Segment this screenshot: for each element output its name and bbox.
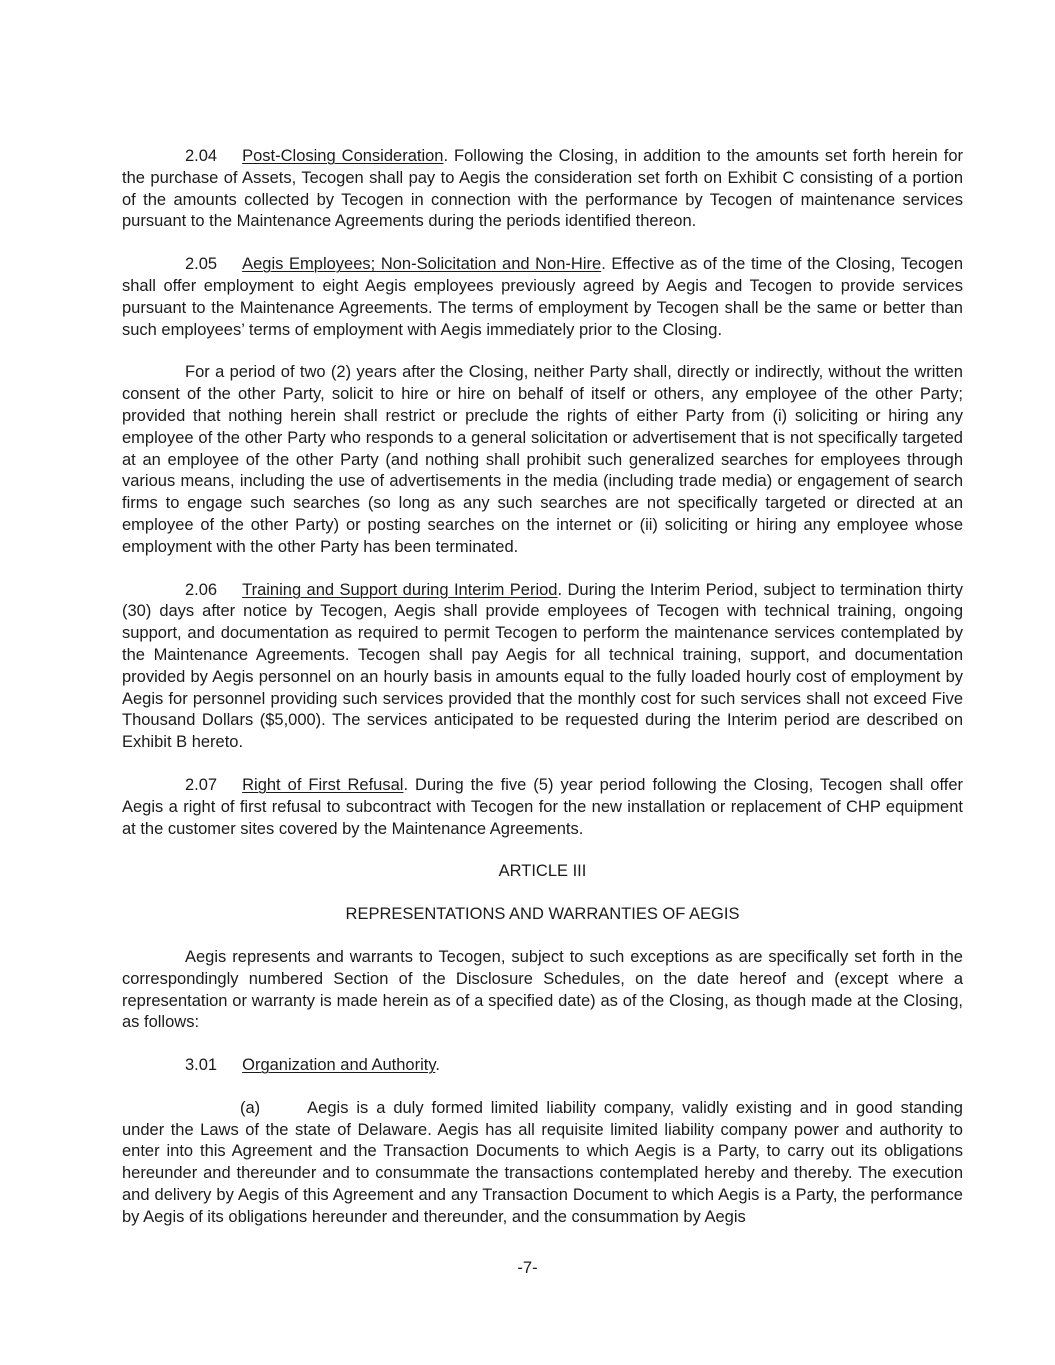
section-number: 2.04	[185, 147, 218, 165]
section-2-04	[122, 146, 963, 233]
paragraph-text: For a period of two (2) years after the Closing, neither Party shall, directly or indirectly, without the written consent of the other Party, solicit to hire or hire on behalf of itself or others, any employee of the other Party; provided that nothing herein shall restrict or preclude the rights of either Party from (i) soliciting or hiring any employee of the other Party who responds to a general solicitation or advertisement that is not specifically targeted at an employee of the other Party (and nothing shall prohibit such generalized searches for employees through various means, including the use of advertisements in the media (including trade media) or engagement of search firms to engage such searches (so long as any such searches are not specifically targeted or directed at an employee of the other Party) or posting searches on the internet or (ii) soliciting or hiring any employee whose employment with the other Party has been terminated.	[122, 363, 963, 556]
section-number: 2.07	[185, 775, 218, 794]
page-number: -7-	[517, 1259, 538, 1277]
paragraph-text: Aegis represents and warrants to Tecogen, subject to such exceptions as are specifically set forth in the correspondingly numbered Section of the Disclosure Schedules, on the date hereof and (except where a representation or warranty is made herein as of a specified date) as of the Closing, as though made at the Closing, as follows:	[122, 947, 963, 1032]
clause-letter: (a)	[240, 1098, 261, 1117]
section-heading: Post-Closing Consideration	[242, 147, 444, 165]
section-2-06	[122, 580, 963, 754]
article-heading: ARTICLE III	[498, 862, 587, 881]
section-heading: Organization and Authority	[242, 1056, 436, 1075]
section-3-01	[122, 1055, 963, 1077]
section-2-07	[122, 775, 963, 840]
clause-3-01-a	[122, 1098, 963, 1229]
section-body-text: . Effective as of the time of the Closing, Tecogen shall offer employment to eight Aegis employees previously agreed by Aegis and Tecogen to provide services pursuant to the Maintenance Agreements. The terms of employment by Tecogen shall be the same or better than such employees’ terms of employment with Aegis immediately prior to the Closing.	[122, 255, 964, 339]
section-heading: Right of First Refusal	[242, 775, 404, 794]
clause-body-text: Aegis is a duly formed limited liability company, validly existing and in good standing under the Laws of the state of Delaware. Aegis has all requisite limited liability company power and authority to enter into this Agreement and the Transaction Documents to which Aegis is a Party, to carry out its obligations hereunder and thereunder and to consummate the transactions contemplated hereby and thereby. The execution and delivery by Aegis of this Agreement and any Transaction Document to which Aegis is a Party, the performance by Aegis of its obligations hereunder and thereunder, and the consummation by Aegis	[122, 1098, 963, 1226]
section-body-text: . Following the Closing, in addition to the amounts set forth herein for the purchase of Assets, Tecogen shall pay to Aegis the consideration set forth on Exhibit C consisting of a portion of the amounts collected by Tecogen in connection with the performance by Tecogen of maintenance services pursuant to the Maintenance Agreements during the periods identified thereon.	[122, 147, 963, 231]
section-heading: Aegis Employees; Non-Solicitation and Non-Hire	[242, 255, 602, 274]
page-body	[122, 146, 963, 1250]
section-heading: Training and Support during Interim Period	[242, 580, 558, 599]
section-2-05	[122, 254, 963, 341]
section-number: 2.06	[185, 580, 218, 599]
non-solicit-paragraph	[122, 362, 963, 558]
article-subheading: REPRESENTATIONS AND WARRANTIES OF AEGIS	[345, 905, 740, 924]
section-number: 2.05	[185, 255, 218, 274]
section-body-text: . During the five (5) year period following the Closing, Tecogen shall offer Aegis a right of first refusal to subcontract with Tecogen for the new installation or replacement of CHP equipment at the customer sites covered by the Maintenance Agreements.	[122, 775, 963, 838]
representations-intro-paragraph	[122, 947, 963, 1034]
section-body-text: .	[435, 1056, 440, 1075]
section-number: 3.01	[185, 1056, 218, 1075]
section-body-text: . During the Interim Period, subject to termination thirty (30) days after notice by Tecogen, Aegis shall provide employees of Tecogen with technical training, ongoing support, and documentation as required to permit Tecogen to perform the maintenance services contemplated by the Maintenance Agreements. Tecogen shall pay Aegis for all technical training, support, and documentation provided by Aegis personnel on an hourly basis in amounts equal to the fully loaded hourly cost of employment by Aegis for personnel providing such services provided that the monthly cost for such services shall not exceed Five Thousand Dollars ($5,000). The services anticipated to be requested during the Interim period are described on Exhibit B hereto.	[122, 580, 963, 752]
